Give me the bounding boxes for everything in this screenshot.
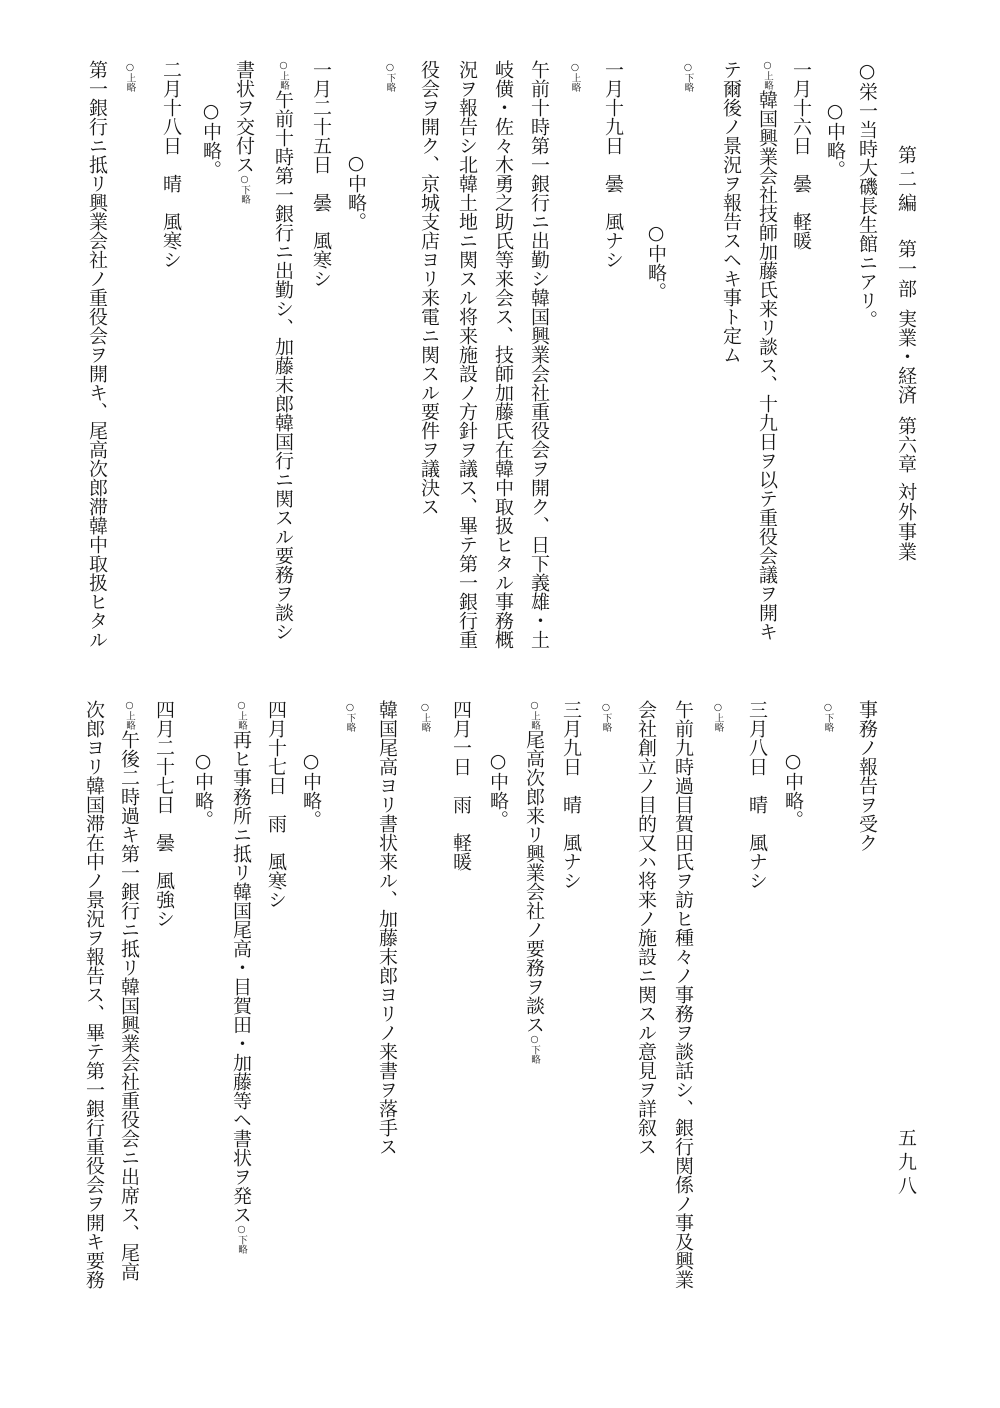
omission-mark-after: ○下略 xyxy=(239,174,250,204)
diary-text-line xyxy=(234,60,254,204)
diary-text-line: 事務ノ報告ヲ受ク xyxy=(856,700,878,852)
omission-mark-middle: ○中略。 xyxy=(782,750,804,829)
weather-air: 軽暖 xyxy=(450,833,472,871)
diary-text-line: テ爾後ノ景況ヲ報告スヘキ事ト定ム xyxy=(720,60,742,364)
diary-text: 午前十時第一銀行ニ出勤シ、加藤末郎韓国行ニ関スル要務ヲ談シ xyxy=(272,90,294,641)
header-subject: 実業・経済 xyxy=(895,309,917,404)
diary-date: 一月十九日 xyxy=(602,60,624,155)
omission-mark-before: ○上略 xyxy=(529,700,540,730)
weather-air: 風ナシ xyxy=(560,833,582,890)
omission-mark-middle: ○中略。 xyxy=(300,750,322,829)
diary-date-line xyxy=(791,60,810,250)
diary-date: 四月一日 xyxy=(450,700,472,776)
omission-mark-before: ○上略 xyxy=(124,700,135,730)
weather-air: 風寒シ xyxy=(310,231,332,288)
diary-text-line xyxy=(119,700,139,1281)
diary-text-line: 会社創立ノ目的又ハ将来ノ施設ニ関スル意見ヲ詳叙ス xyxy=(635,700,657,1156)
diary-date-line xyxy=(561,700,580,890)
diary-date-line xyxy=(603,60,622,269)
diary-date: 一月十六日 xyxy=(790,60,812,155)
omission-mark-before: ○上略 xyxy=(762,60,773,90)
omission-mark-before: ○上略 xyxy=(278,60,289,90)
running-header xyxy=(896,145,915,562)
omission-mark-before: ○上略 xyxy=(419,702,431,732)
diary-date-line xyxy=(451,700,470,871)
omission-mark-before: ○上略 xyxy=(569,62,581,92)
header-division: 第一部 xyxy=(895,239,917,299)
diary-text-line: 午前十時第一銀行ニ出勤シ韓国興業会社重役会ヲ開ク、日下義雄・土 xyxy=(528,60,550,649)
omission-mark-after: ○下略 xyxy=(529,1034,540,1064)
diary-text-line: 岐僙・佐々木勇之助氏等来会ス、技師加藤氏在韓中取扱ヒタル事務概 xyxy=(492,60,514,649)
weather-air: 風ナシ xyxy=(602,212,624,269)
diary-text-line: 韓国尾高ヨリ書状来ル、加藤末郎ヨリノ来書ヲ落手ス xyxy=(376,700,398,1156)
omission-mark-before: ○上略 xyxy=(124,62,136,92)
omission-mark-after: ○下略 xyxy=(682,62,694,92)
diary-text-line: 役会ヲ開ク、京城支店ヨリ来電ニ関スル要件ヲ議決ス xyxy=(418,60,440,516)
omission-mark-before: ○上略 xyxy=(712,702,724,732)
page-number: 五九八 xyxy=(895,1128,917,1200)
diary-text: 韓国興業会社技師加藤氏来リ談ス、十九日ヲ以テ重役会議ヲ開キ xyxy=(756,90,778,641)
omission-mark-after: ○下略 xyxy=(600,702,612,732)
omission-mark-middle: ○中略。 xyxy=(345,152,367,231)
diary-date-line xyxy=(161,60,180,269)
omission-mark-middle: ○中略。 xyxy=(645,222,667,301)
weather-sky: 曇 xyxy=(790,174,812,193)
diary-text-line xyxy=(273,60,293,641)
diary-text: 尾高次郎来リ興業会社ノ要務ヲ談ス xyxy=(523,730,545,1034)
diary-text: 書状ヲ交付ス xyxy=(233,60,255,174)
weather-air: 軽暖 xyxy=(790,212,812,250)
intro-note: ○栄一当時大磯長生館ニアリ。 xyxy=(856,60,878,329)
diary-text-line: 午前九時過目賀田氏ヲ訪ヒ種々ノ事務ヲ談話シ、銀行関係ノ事及興業 xyxy=(672,700,694,1289)
diary-text-line: 第一銀行ニ抵リ興業会社ノ重役会ヲ開キ、尾高次郎滞韓中取扱ヒタル xyxy=(86,60,108,649)
diary-text: 午後二時過キ第一銀行ニ抵リ韓国興業会社重役会ニ出席ス、尾高 xyxy=(118,730,140,1281)
omission-mark-middle: ○中略。 xyxy=(824,100,846,179)
weather-sky: 雨 xyxy=(450,795,472,814)
weather-sky: 曇 xyxy=(153,833,175,852)
diary-text-line: 況ヲ報告シ北韓土地ニ関スル将来施設ノ方針ヲ議ス、畢テ第一銀行重 xyxy=(456,60,478,649)
omission-mark-middle: ○中略。 xyxy=(192,750,214,829)
diary-date: 三月八日 xyxy=(746,700,768,776)
diary-date: 四月二十七日 xyxy=(153,700,175,814)
diary-text-line: 次郎ヨリ韓国滞在中ノ景況ヲ報告ス、畢テ第一銀行重役会ヲ開キ要務 xyxy=(83,700,105,1289)
weather-air: 風寒シ xyxy=(265,852,287,909)
omission-mark-middle: ○中略。 xyxy=(200,100,222,179)
weather-air: 風強シ xyxy=(153,871,175,928)
omission-mark-after: ○下略 xyxy=(236,1224,247,1254)
diary-date-line xyxy=(154,700,173,928)
omission-mark-after: ○下略 xyxy=(344,702,356,732)
diary-date: 一月二十五日 xyxy=(310,60,332,174)
weather-sky: 曇 xyxy=(602,174,624,193)
omission-mark-after: ○下略 xyxy=(822,702,834,732)
header-chapter: 第六章 xyxy=(895,416,917,473)
diary-date: 四月十七日 xyxy=(265,700,287,795)
omission-mark-after: ○下略 xyxy=(384,62,396,92)
weather-sky: 晴 xyxy=(746,795,768,814)
weather-sky: 雨 xyxy=(265,814,287,833)
diary-date-line xyxy=(311,60,330,288)
header-part: 第二編 xyxy=(895,145,917,217)
diary-date-line xyxy=(266,700,285,909)
weather-sky: 晴 xyxy=(160,174,182,193)
weather-air: 風寒シ xyxy=(160,212,182,269)
omission-mark-before: ○上略 xyxy=(236,700,247,730)
diary-date-line xyxy=(747,700,766,890)
omission-mark-middle: ○中略。 xyxy=(487,750,509,829)
diary-text-line xyxy=(757,60,777,641)
diary-date: 三月九日 xyxy=(560,700,582,776)
diary-text-line xyxy=(231,700,251,1254)
diary-text: 再ヒ事務所ニ抵リ韓国尾高・目賀田・加藤等ヘ書状ヲ発ス xyxy=(230,730,252,1224)
weather-air: 風ナシ xyxy=(746,833,768,890)
weather-sky: 晴 xyxy=(560,795,582,814)
diary-text-line xyxy=(524,700,544,1064)
header-chapter-title: 対外事業 xyxy=(895,482,917,562)
weather-sky: 曇 xyxy=(310,193,332,212)
diary-date: 二月十八日 xyxy=(160,60,182,155)
